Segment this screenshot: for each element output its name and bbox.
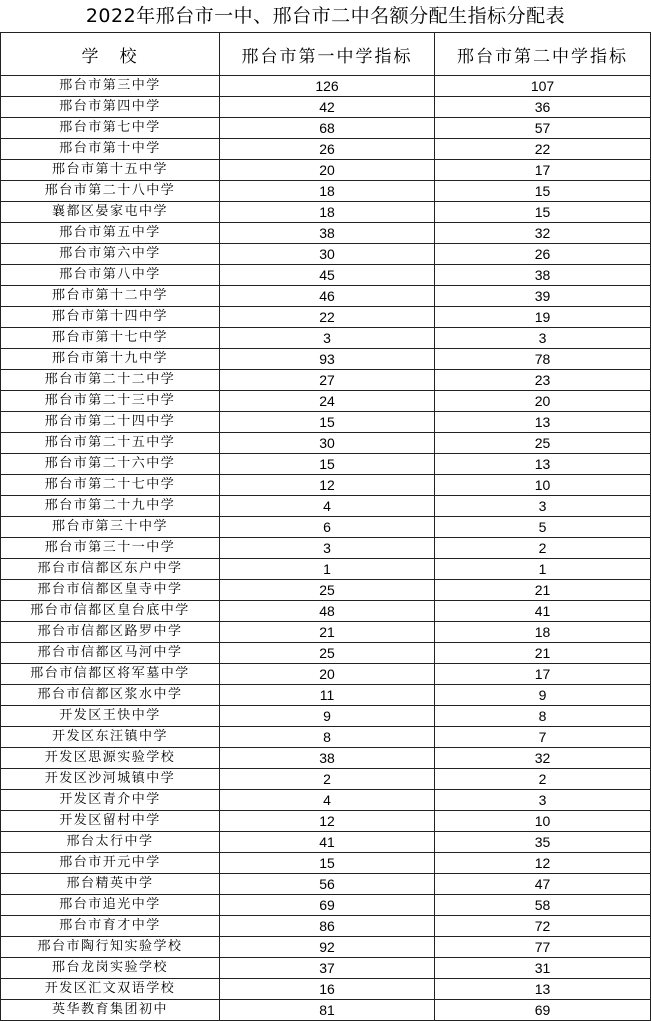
table-row [1,874,651,895]
cell-no2-quota: 35 [435,832,651,853]
cell-school: 襄都区晏家屯中学 [1,202,220,223]
cell-no2-quota: 18 [435,622,651,643]
cell-no2-quota: 47 [435,874,651,895]
cell-school: 英华教育集团初中 [1,1000,220,1021]
cell-no1-quota: 9 [220,706,435,727]
cell-no1-quota: 37 [220,958,435,979]
table-row [1,664,651,685]
table-row [1,265,651,286]
table-row [1,118,651,139]
cell-no2-quota: 21 [435,643,651,664]
cell-school: 邢台市信都区东户中学 [1,559,220,580]
cell-school: 邢台龙岗实验学校 [1,958,220,979]
cell-no2-quota: 23 [435,370,651,391]
cell-no1-quota: 25 [220,580,435,601]
cell-no1-quota: 3 [220,328,435,349]
table-row [1,958,651,979]
cell-no2-quota: 20 [435,391,651,412]
cell-no2-quota: 3 [435,496,651,517]
cell-no1-quota: 4 [220,496,435,517]
cell-school: 邢台市信都区将军墓中学 [1,664,220,685]
cell-school: 邢台市第六中学 [1,244,220,265]
cell-school: 邢台市第八中学 [1,265,220,286]
cell-school: 邢台市信都区皇台底中学 [1,601,220,622]
cell-no2-quota: 15 [435,181,651,202]
cell-school: 邢台市第四中学 [1,97,220,118]
table-row [1,517,651,538]
cell-school: 邢台市第二十三中学 [1,391,220,412]
table-row [1,370,651,391]
cell-no1-quota: 46 [220,286,435,307]
header-no2-quota: 邢台市第二中学指标 [435,33,651,76]
cell-no2-quota: 69 [435,1000,651,1021]
cell-no2-quota: 10 [435,811,651,832]
cell-no1-quota: 22 [220,307,435,328]
cell-school: 开发区王快中学 [1,706,220,727]
cell-no1-quota: 15 [220,454,435,475]
table-row [1,895,651,916]
cell-no2-quota: 1 [435,559,651,580]
table-row [1,496,651,517]
table-row [1,916,651,937]
cell-no1-quota: 42 [220,97,435,118]
cell-no2-quota: 57 [435,118,651,139]
cell-no1-quota: 38 [220,748,435,769]
cell-no1-quota: 15 [220,412,435,433]
cell-no1-quota: 48 [220,601,435,622]
cell-no2-quota: 15 [435,202,651,223]
table-row [1,433,651,454]
table-row [1,76,651,97]
cell-school: 邢台市第二十六中学 [1,454,220,475]
cell-no2-quota: 25 [435,433,651,454]
cell-school: 邢台市第十二中学 [1,286,220,307]
cell-no2-quota: 2 [435,538,651,559]
cell-school: 邢台市第十五中学 [1,160,220,181]
cell-school: 邢台市追光中学 [1,895,220,916]
table-row [1,790,651,811]
cell-school: 开发区汇文双语学校 [1,979,220,1000]
cell-no2-quota: 77 [435,937,651,958]
cell-school: 邢台市开元中学 [1,853,220,874]
table-row [1,475,651,496]
table-row [1,685,651,706]
table-row [1,601,651,622]
cell-school: 邢台太行中学 [1,832,220,853]
cell-no2-quota: 26 [435,244,651,265]
cell-no2-quota: 10 [435,475,651,496]
table-row [1,937,651,958]
cell-no1-quota: 81 [220,1000,435,1021]
cell-no2-quota: 12 [435,853,651,874]
cell-school: 开发区留村中学 [1,811,220,832]
table-row [1,538,651,559]
cell-no2-quota: 72 [435,916,651,937]
cell-school: 开发区沙河城镇中学 [1,769,220,790]
table-row [1,454,651,475]
table-row [1,769,651,790]
sheet-title: 2022年邢台市一中、邢台市二中名额分配生指标分配表 [85,5,566,27]
cell-no2-quota: 13 [435,412,651,433]
table-row [1,160,651,181]
cell-no1-quota: 3 [220,538,435,559]
header-no1-quota: 邢台市第一中学指标 [220,33,435,76]
cell-school: 邢台市第十九中学 [1,349,220,370]
table-row [1,1000,651,1021]
table-row [1,832,651,853]
cell-no2-quota: 32 [435,748,651,769]
cell-no2-quota: 13 [435,454,651,475]
cell-no1-quota: 26 [220,139,435,160]
cell-no1-quota: 18 [220,181,435,202]
cell-no1-quota: 56 [220,874,435,895]
cell-no2-quota: 58 [435,895,651,916]
cell-school: 邢台市信都区路罗中学 [1,622,220,643]
cell-no2-quota: 5 [435,517,651,538]
cell-school: 开发区东汪镇中学 [1,727,220,748]
cell-no1-quota: 12 [220,811,435,832]
cell-no1-quota: 86 [220,916,435,937]
cell-school: 邢台市育才中学 [1,916,220,937]
cell-school: 邢台市信都区浆水中学 [1,685,220,706]
table-row [1,643,651,664]
table-header-row [1,33,651,76]
cell-no2-quota: 39 [435,286,651,307]
table-row [1,853,651,874]
cell-no1-quota: 6 [220,517,435,538]
table-row [1,580,651,601]
cell-no2-quota: 2 [435,769,651,790]
table-row [1,244,651,265]
cell-school: 邢台市第三中学 [1,76,220,97]
cell-no1-quota: 25 [220,643,435,664]
table-row [1,328,651,349]
cell-no1-quota: 4 [220,790,435,811]
table-row [1,202,651,223]
cell-no1-quota: 38 [220,223,435,244]
cell-no1-quota: 126 [220,76,435,97]
cell-school: 邢台市第五中学 [1,223,220,244]
cell-no1-quota: 93 [220,349,435,370]
table-row [1,979,651,1000]
table-row [1,181,651,202]
cell-no2-quota: 13 [435,979,651,1000]
table-row [1,97,651,118]
table-body [1,76,651,1021]
cell-no1-quota: 21 [220,622,435,643]
header-school: 学 校 [1,33,220,76]
cell-no2-quota: 3 [435,790,651,811]
cell-no2-quota: 8 [435,706,651,727]
cell-school: 邢台市陶行知实验学校 [1,937,220,958]
cell-no2-quota: 38 [435,265,651,286]
cell-school: 开发区思源实验学校 [1,748,220,769]
cell-no1-quota: 2 [220,769,435,790]
table-row [1,139,651,160]
cell-no1-quota: 41 [220,832,435,853]
cell-no1-quota: 15 [220,853,435,874]
cell-no2-quota: 9 [435,685,651,706]
cell-no1-quota: 12 [220,475,435,496]
cell-school: 邢台市信都区皇寺中学 [1,580,220,601]
cell-no2-quota: 22 [435,139,651,160]
cell-no2-quota: 17 [435,160,651,181]
table-row [1,622,651,643]
cell-no2-quota: 17 [435,664,651,685]
cell-no1-quota: 1 [220,559,435,580]
cell-school: 邢台市第二十四中学 [1,412,220,433]
cell-school: 邢台精英中学 [1,874,220,895]
cell-no1-quota: 24 [220,391,435,412]
cell-no2-quota: 21 [435,580,651,601]
cell-no1-quota: 8 [220,727,435,748]
cell-no1-quota: 27 [220,370,435,391]
cell-no1-quota: 20 [220,664,435,685]
cell-no1-quota: 69 [220,895,435,916]
cell-no2-quota: 7 [435,727,651,748]
cell-no2-quota: 3 [435,328,651,349]
cell-no1-quota: 92 [220,937,435,958]
cell-school: 邢台市第三十一中学 [1,538,220,559]
cell-no2-quota: 19 [435,307,651,328]
cell-school: 邢台市第十四中学 [1,307,220,328]
cell-school: 邢台市第二十九中学 [1,496,220,517]
cell-school: 邢台市第二十八中学 [1,181,220,202]
cell-no1-quota: 30 [220,244,435,265]
table-row [1,349,651,370]
cell-no2-quota: 107 [435,76,651,97]
cell-no1-quota: 20 [220,160,435,181]
quota-table [0,32,651,1021]
table-row [1,412,651,433]
cell-no1-quota: 68 [220,118,435,139]
table-row [1,223,651,244]
cell-school: 邢台市第十七中学 [1,328,220,349]
cell-no2-quota: 78 [435,349,651,370]
cell-no1-quota: 45 [220,265,435,286]
cell-school: 邢台市第七中学 [1,118,220,139]
cell-no1-quota: 18 [220,202,435,223]
cell-school: 邢台市信都区马河中学 [1,643,220,664]
cell-no2-quota: 36 [435,97,651,118]
cell-school: 邢台市第二十七中学 [1,475,220,496]
table-row [1,286,651,307]
cell-no1-quota: 16 [220,979,435,1000]
table-row [1,307,651,328]
cell-school: 邢台市第十中学 [1,139,220,160]
cell-no2-quota: 31 [435,958,651,979]
cell-school: 邢台市第三十中学 [1,517,220,538]
table-row [1,391,651,412]
table-row [1,748,651,769]
cell-school: 邢台市第二十五中学 [1,433,220,454]
cell-no1-quota: 11 [220,685,435,706]
cell-school: 开发区青介中学 [1,790,220,811]
cell-no2-quota: 41 [435,601,651,622]
cell-no2-quota: 32 [435,223,651,244]
table-row [1,727,651,748]
cell-no1-quota: 30 [220,433,435,454]
table-row [1,559,651,580]
table-row [1,706,651,727]
table-row [1,811,651,832]
cell-school: 邢台市第二十二中学 [1,370,220,391]
